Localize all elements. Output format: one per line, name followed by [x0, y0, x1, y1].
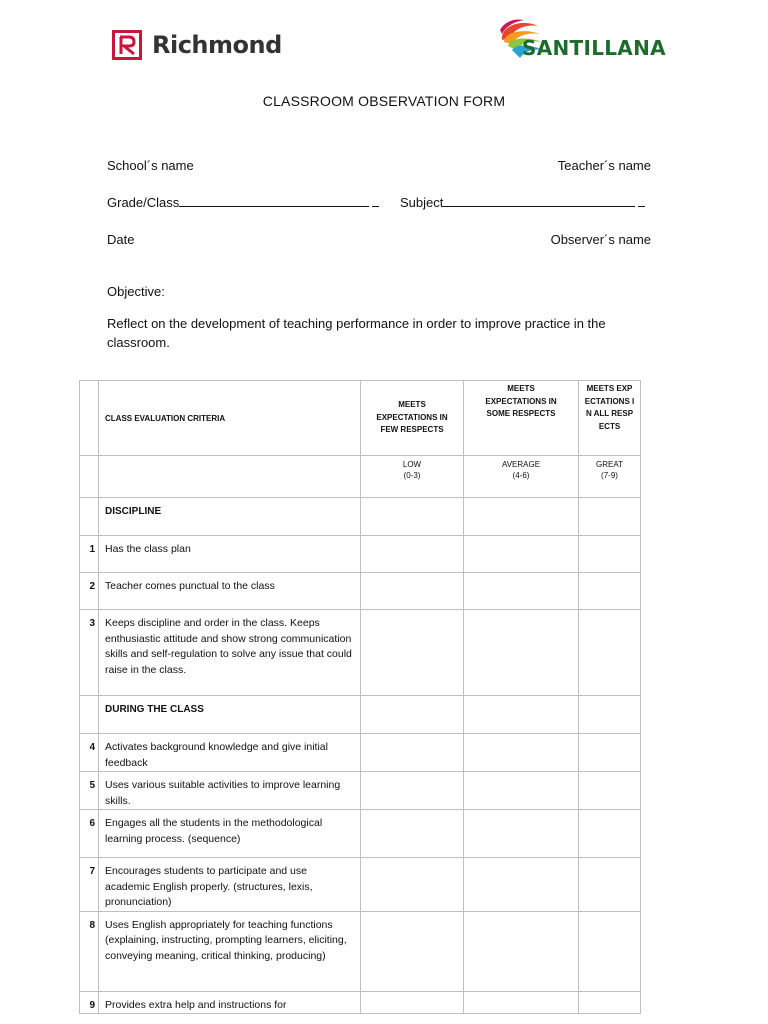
row-num: 9	[80, 991, 99, 1014]
table-row	[80, 573, 641, 610]
column-header-all	[579, 381, 641, 456]
rating-cell-average[interactable]	[464, 810, 579, 858]
column-header-some	[464, 381, 579, 456]
section-title: DISCIPLINE	[99, 498, 361, 536]
scale-average-range: (4-6)	[512, 471, 530, 480]
rating-cell-low[interactable]	[361, 810, 464, 858]
observer-name-label: Observer´s name	[550, 232, 651, 247]
santillana-logo	[498, 18, 666, 64]
scale-low-label: LOW	[402, 460, 422, 469]
row-num: 7	[80, 858, 99, 912]
subject-field	[400, 195, 645, 210]
evaluation-table	[79, 380, 641, 1014]
grade-class-field	[107, 195, 379, 210]
row-num	[80, 696, 99, 734]
scale-great-range: (7-9)	[601, 471, 618, 480]
section-row-discipline	[80, 498, 641, 536]
row-num: 1	[80, 536, 99, 573]
objective-text: Reflect on the development of teaching performance in order to improve practice in the classroom.	[107, 316, 606, 350]
rating-cell-great[interactable]	[579, 772, 641, 810]
criteria-header: CLASS EVALUATION CRITERIA	[99, 381, 361, 456]
rating-cell-great[interactable]	[579, 734, 641, 772]
row-num: 6	[80, 810, 99, 858]
section-title: DURING THE CLASS	[99, 696, 361, 734]
criterion-text: Keeps discipline and order in the class. Keeps enthusiastic attitude and show strong communication skills and self-regulation to solve any issue that could raise in the class.	[99, 610, 361, 696]
column-header-few-text: MEETS EXPECTATIONS IN FEW RESPECTS	[376, 400, 448, 435]
subject-label: Subject	[400, 195, 444, 210]
scale-average-label: AVERAGE	[501, 460, 541, 469]
scale-low	[361, 456, 464, 498]
criterion-text: Uses various suitable activities to improve learning skills.	[99, 772, 361, 810]
rating-cell-great[interactable]	[579, 573, 641, 610]
row-num: 2	[80, 573, 99, 610]
rating-cell-average[interactable]	[464, 498, 579, 536]
rating-cell-average[interactable]	[464, 772, 579, 810]
form-title: CLASSROOM OBSERVATION FORM	[262, 93, 506, 109]
criterion-text: Engages all the students in the methodological learning process. (sequence)	[99, 810, 361, 858]
rating-cell-great[interactable]	[579, 536, 641, 573]
rating-cell-average[interactable]	[464, 991, 579, 1014]
criterion-text: Activates background knowledge and give initial feedback	[99, 734, 361, 772]
criterion-text: Provides extra help and instructions for	[99, 991, 361, 1014]
scale-average	[464, 456, 579, 498]
column-header-some-text: MEETS EXPECTATIONS IN SOME RESPECTS	[485, 384, 557, 418]
table-header-row	[80, 381, 641, 456]
row-num: 4	[80, 734, 99, 772]
row-num	[80, 498, 99, 536]
table-row	[80, 810, 641, 858]
richmond-logo-mark-icon	[112, 30, 142, 60]
column-header-few	[361, 381, 464, 456]
table-row	[80, 772, 641, 810]
table-row	[80, 610, 641, 696]
rating-cell-average[interactable]	[464, 610, 579, 696]
criterion-text: Uses English appropriately for teaching functions (explaining, instructing, prompting learners, eliciting, conveying meaning, critical thinking, producing)	[99, 911, 361, 991]
rating-cell-low[interactable]	[361, 772, 464, 810]
scale-low-range: (0-3)	[403, 471, 421, 480]
row-num: 3	[80, 610, 99, 696]
table-row	[80, 991, 641, 1014]
underline-tail	[372, 195, 379, 207]
rating-cell-average[interactable]	[464, 734, 579, 772]
scale-num-cell	[80, 456, 99, 498]
grade-class-label: Grade/Class	[107, 195, 180, 210]
rating-cell-great[interactable]	[579, 498, 641, 536]
richmond-logo	[112, 28, 282, 62]
rating-cell-great[interactable]	[579, 610, 641, 696]
rating-cell-low[interactable]	[361, 498, 464, 536]
grade-class-input-line[interactable]	[179, 195, 369, 207]
row-num: 5	[80, 772, 99, 810]
rating-cell-great[interactable]	[579, 696, 641, 734]
table-row	[80, 911, 641, 991]
underline-tail	[638, 195, 645, 207]
rating-cell-low[interactable]	[361, 991, 464, 1014]
criterion-text: Teacher comes punctual to the class	[99, 573, 361, 610]
header-num-cell	[80, 381, 99, 456]
teacher-name-label: Teacher´s name	[557, 158, 651, 173]
rating-cell-great[interactable]	[579, 810, 641, 858]
scale-great	[579, 456, 641, 498]
date-label: Date	[107, 232, 135, 247]
section-row-during-class	[80, 696, 641, 734]
column-header-all-text: MEETS EXPECTATIONS IN ALL RESPECTS	[584, 384, 635, 431]
rating-cell-low[interactable]	[361, 696, 464, 734]
rating-cell-average[interactable]	[464, 911, 579, 991]
table-row	[80, 536, 641, 573]
table-row	[80, 858, 641, 912]
scale-row	[80, 456, 641, 498]
rating-cell-low[interactable]	[361, 573, 464, 610]
rating-cell-average[interactable]	[464, 536, 579, 573]
rating-cell-great[interactable]	[579, 911, 641, 991]
richmond-logo-text: Richmond	[152, 31, 282, 59]
criterion-text: Encourages students to participate and use academic English properly. (structures, lexis, pronunciation)	[99, 858, 361, 912]
rating-cell-low[interactable]	[361, 858, 464, 912]
rating-cell-great[interactable]	[579, 858, 641, 912]
rating-cell-average[interactable]	[464, 696, 579, 734]
table-row	[80, 734, 641, 772]
rating-cell-low[interactable]	[361, 911, 464, 991]
rating-cell-low[interactable]	[361, 734, 464, 772]
school-name-label: School´s name	[107, 158, 194, 173]
objective-label: Objective:	[107, 284, 165, 299]
rating-cell-great[interactable]	[579, 991, 641, 1014]
subject-input-line[interactable]	[443, 195, 635, 207]
santillana-logo-text: SANTILLANA	[522, 36, 666, 60]
rating-cell-low[interactable]	[361, 536, 464, 573]
scale-criteria-cell	[99, 456, 361, 498]
scale-great-label: GREAT	[596, 460, 623, 469]
row-num: 8	[80, 911, 99, 991]
rating-cell-average[interactable]	[464, 573, 579, 610]
rating-cell-average[interactable]	[464, 858, 579, 912]
criterion-text: Has the class plan	[99, 536, 361, 573]
rating-cell-low[interactable]	[361, 610, 464, 696]
